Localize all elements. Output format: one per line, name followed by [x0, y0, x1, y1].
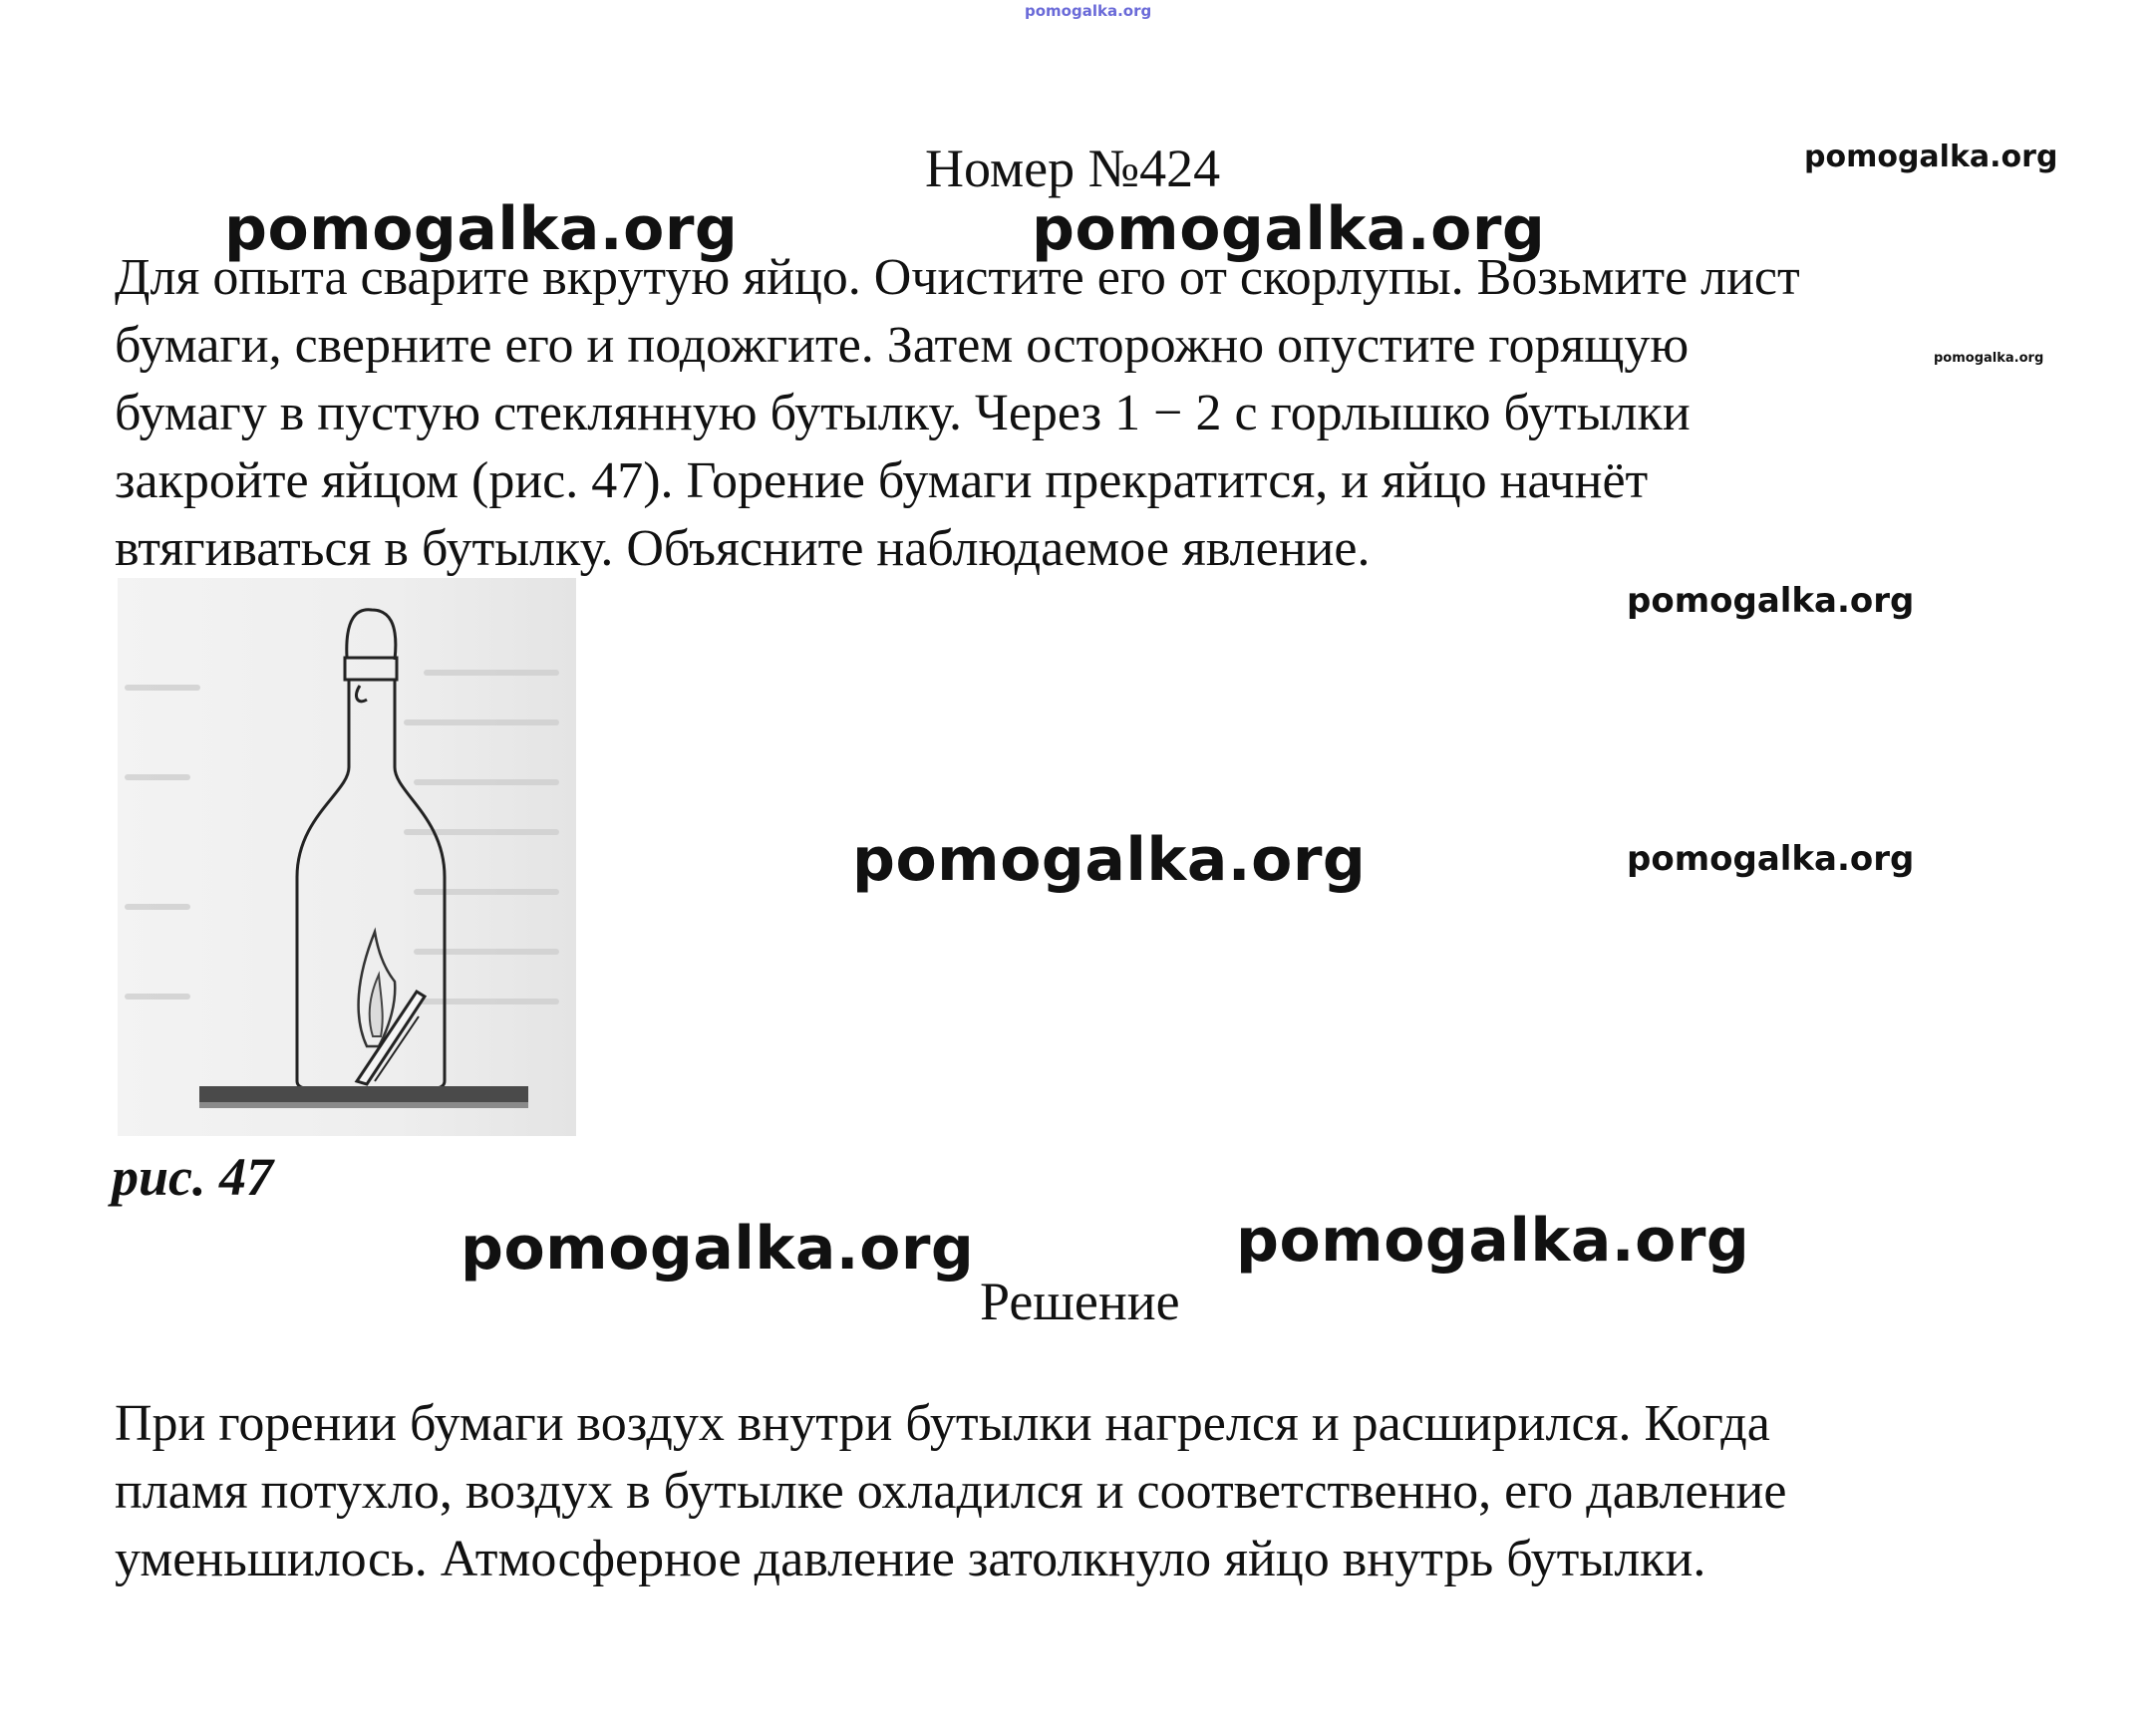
watermark: pomogalka.org [1627, 839, 1915, 879]
problem-line: закройте яйцом (рис. 47). Горение бумаги прекратится, и яйцо начнёт [115, 452, 1649, 509]
problem-line: бумагу в пустую стеклянную бутылку. Через 1 − 2 с горлышко бутылки [115, 385, 1691, 441]
figure-bottle [118, 578, 576, 1136]
table-surface [199, 1086, 528, 1104]
figure-background [118, 578, 576, 1136]
watermark: pomogalka.org [1236, 1206, 1750, 1276]
problem-line: втягиваться в бутылку. Объясните наблюдаемое явление. [115, 520, 1371, 577]
page-title: Номер №424 [925, 139, 1221, 198]
watermark: pomogalka.org [1032, 194, 1546, 264]
problem-line: Для опыта сварите вкрутую яйцо. Очистите его от скорлупы. Возьмите лист [115, 249, 1800, 306]
figure-caption: рис. 47 [112, 1147, 273, 1207]
problem-text [115, 244, 1800, 583]
bottle-illustration [118, 578, 576, 1136]
problem-line: бумаги, сверните его и подожгите. Затем осторожно опустите горящую [115, 317, 1690, 374]
solution-line: уменьшилось. Атмосферное давление затолкнуло яйцо внутрь бутылки. [115, 1531, 1706, 1587]
watermark: pomogalka.org [852, 825, 1367, 895]
watermark: pomogalka.org [461, 1214, 975, 1284]
top-watermark: pomogalka.org [1025, 2, 1152, 20]
watermark: pomogalka.org [224, 194, 739, 264]
watermark: pomogalka.org [1804, 140, 2058, 174]
watermark: pomogalka.org [1934, 351, 2044, 366]
watermark: pomogalka.org [1627, 581, 1915, 621]
solution-text [115, 1390, 1786, 1593]
solution-heading: Решение [980, 1272, 1180, 1331]
solution-line: При горении бумаги воздух внутри бутылки нагрелся и расширился. Когда [115, 1395, 1770, 1452]
solution-line: пламя потухло, воздух в бутылке охладился и соответственно, его давление [115, 1463, 1787, 1520]
